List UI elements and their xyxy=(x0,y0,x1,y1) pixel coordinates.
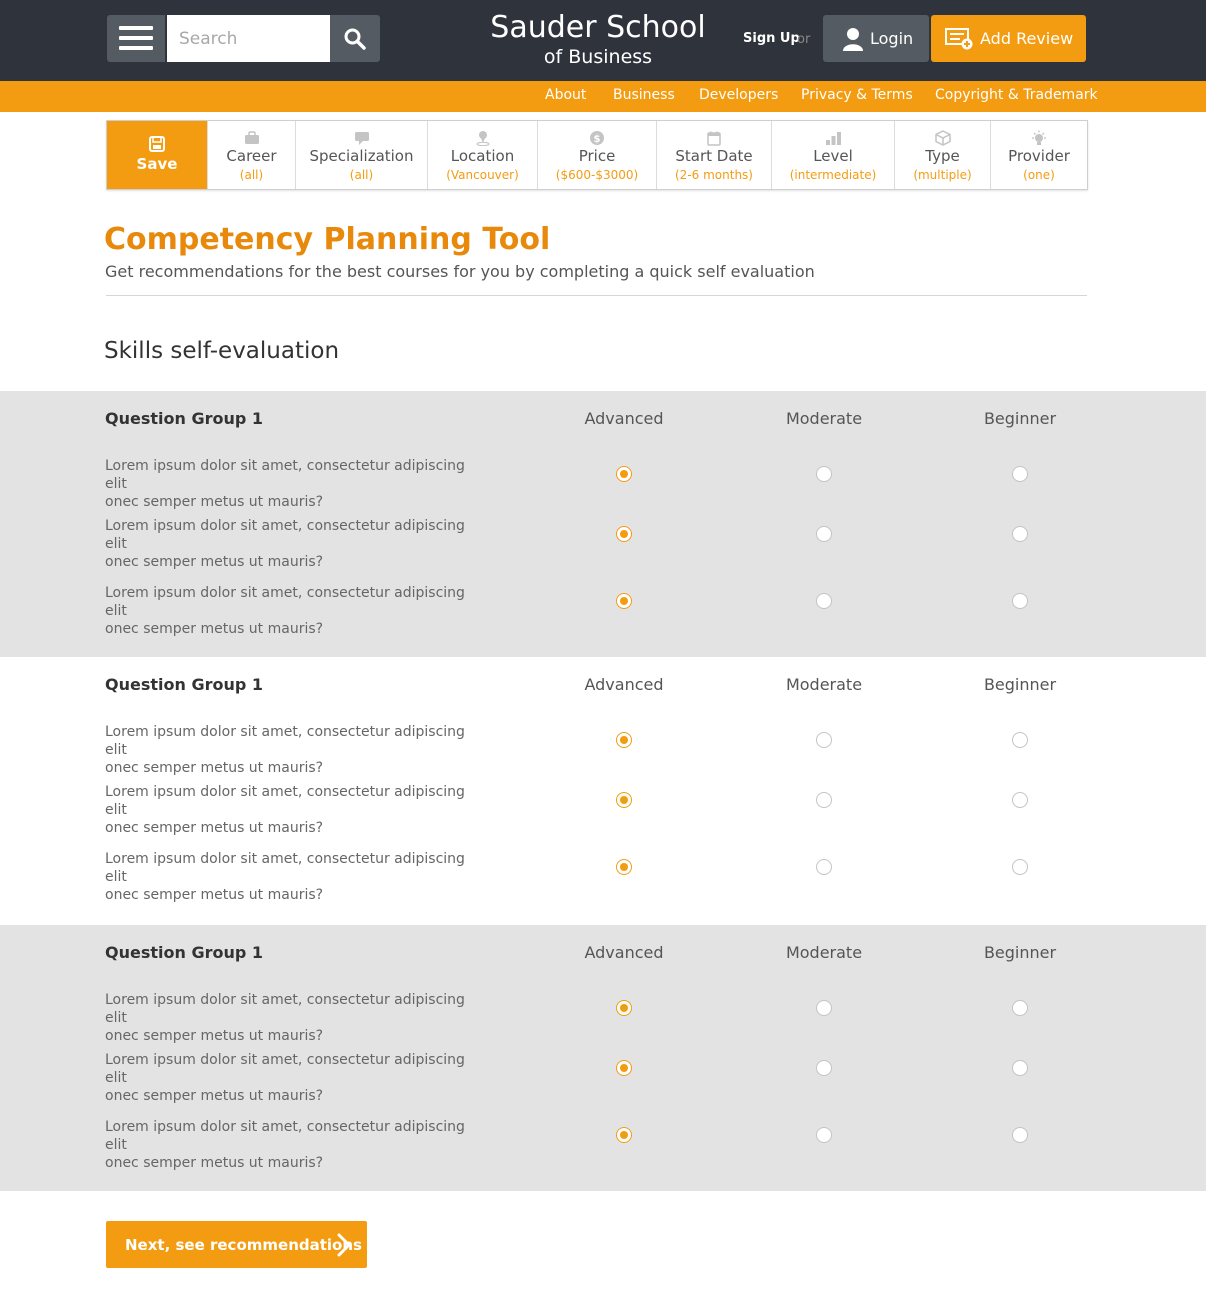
filter-start-date-value: (2-6 months) xyxy=(675,168,753,182)
dollar-icon xyxy=(589,130,605,146)
question-line-1: Lorem ipsum dolor sit amet, consectetur adipiscing elit xyxy=(105,1119,465,1153)
radio-beginner[interactable] xyxy=(1012,526,1028,542)
radio-moderate[interactable] xyxy=(816,1127,832,1143)
login-label: Login xyxy=(870,29,914,48)
level-header-advanced: Advanced xyxy=(584,675,664,694)
filter-career-value: (all) xyxy=(239,168,264,182)
radio-beginner[interactable] xyxy=(1012,859,1028,875)
radio-advanced[interactable] xyxy=(616,732,632,748)
filter-specialization[interactable] xyxy=(296,121,428,189)
hamburger-icon-line xyxy=(119,36,153,40)
next-recommendations-button[interactable] xyxy=(106,1221,367,1268)
radio-beginner[interactable] xyxy=(1012,593,1028,609)
radio-beginner[interactable] xyxy=(1012,792,1028,808)
level-header-moderate: Moderate xyxy=(785,409,863,428)
question-text xyxy=(105,517,485,571)
question-line-1: Lorem ipsum dolor sit amet, consectetur adipiscing elit xyxy=(105,458,465,492)
filter-specialization-value: (all) xyxy=(349,168,374,182)
lightbulb-icon xyxy=(1030,130,1048,146)
nav-business[interactable]: Business xyxy=(613,87,675,103)
question-line-2: onec semper metus ut mauris? xyxy=(105,1155,324,1171)
filter-price-label: Price xyxy=(578,147,616,165)
question-line-2: onec semper metus ut mauris? xyxy=(105,887,324,903)
radio-moderate[interactable] xyxy=(816,526,832,542)
radio-beginner[interactable] xyxy=(1012,1127,1028,1143)
filter-type-label: Type xyxy=(925,147,960,165)
map-pin-icon xyxy=(476,130,490,146)
filter-type-value: (multiple) xyxy=(913,168,972,182)
question-text xyxy=(105,1118,485,1172)
add-review-label: Add Review xyxy=(980,29,1074,48)
save-icon xyxy=(149,136,165,152)
radio-moderate[interactable] xyxy=(816,792,832,808)
top-header xyxy=(0,0,1206,81)
radio-moderate[interactable] xyxy=(816,732,832,748)
filter-start-date-label: Start Date xyxy=(675,147,753,165)
radio-advanced[interactable] xyxy=(616,466,632,482)
question-line-1: Lorem ipsum dolor sit amet, consectetur adipiscing elit xyxy=(105,992,465,1026)
filter-provider[interactable] xyxy=(991,121,1087,189)
question-group xyxy=(0,391,1206,657)
signup-link[interactable]: Sign Up xyxy=(743,31,800,46)
hamburger-icon xyxy=(119,26,153,30)
chevron-right-icon xyxy=(336,1233,352,1257)
question-text xyxy=(105,723,485,777)
question-group xyxy=(0,925,1206,1191)
radio-moderate[interactable] xyxy=(816,466,832,482)
level-header-beginner: Beginner xyxy=(983,409,1057,428)
question-line-1: Lorem ipsum dolor sit amet, consectetur adipiscing elit xyxy=(105,724,465,758)
question-text xyxy=(105,783,485,837)
question-line-2: onec semper metus ut mauris? xyxy=(105,760,324,776)
radio-beginner[interactable] xyxy=(1012,1060,1028,1076)
save-filter-button[interactable] xyxy=(107,121,208,189)
bar-chart-icon xyxy=(825,131,842,145)
brand-logo[interactable] xyxy=(470,10,726,68)
hamburger-icon-line xyxy=(119,46,153,50)
question-text xyxy=(105,1051,485,1105)
section-title: Skills self-evaluation xyxy=(104,338,340,364)
question-line-2: onec semper metus ut mauris? xyxy=(105,554,324,570)
secondary-nav xyxy=(0,81,1206,112)
filter-specialization-label: Specialization xyxy=(309,147,414,165)
calendar-icon xyxy=(707,131,721,146)
radio-moderate[interactable] xyxy=(816,1000,832,1016)
briefcase-icon xyxy=(244,131,260,145)
radio-advanced[interactable] xyxy=(616,1060,632,1076)
question-group-title: Question Group 1 xyxy=(105,675,264,694)
radio-advanced[interactable] xyxy=(616,593,632,609)
question-line-2: onec semper metus ut mauris? xyxy=(105,820,324,836)
divider xyxy=(106,295,1087,296)
level-header-moderate: Moderate xyxy=(785,675,863,694)
question-line-1: Lorem ipsum dolor sit amet, consectetur adipiscing elit xyxy=(105,585,465,619)
question-line-2: onec semper metus ut mauris? xyxy=(105,621,324,637)
filter-level-label: Level xyxy=(813,147,853,165)
nav-copyright-trademark[interactable]: Copyright & Trademark xyxy=(935,87,1098,103)
hamburger-menu-button[interactable] xyxy=(107,15,165,62)
login-button[interactable] xyxy=(823,15,929,62)
filter-bar xyxy=(106,120,1088,190)
question-text xyxy=(105,457,485,511)
radio-advanced[interactable] xyxy=(616,526,632,542)
radio-moderate[interactable] xyxy=(816,1060,832,1076)
radio-advanced[interactable] xyxy=(616,859,632,875)
brand-subtitle: of Business xyxy=(543,46,653,68)
brand-title: Sauder School xyxy=(490,10,706,45)
level-header-beginner: Beginner xyxy=(983,675,1057,694)
question-text xyxy=(105,850,485,904)
page-subtitle: Get recommendations for the best courses for you by completing a quick self evaluation xyxy=(105,262,815,281)
radio-moderate[interactable] xyxy=(816,859,832,875)
filter-career-label: Career xyxy=(226,147,277,165)
filter-location[interactable] xyxy=(428,121,538,189)
radio-advanced[interactable] xyxy=(616,792,632,808)
filter-location-label: Location xyxy=(450,147,515,165)
filter-career[interactable] xyxy=(208,121,296,189)
filter-level-value: (intermediate) xyxy=(789,168,877,182)
question-group-title: Question Group 1 xyxy=(105,943,264,962)
nav-privacy-terms[interactable]: Privacy & Terms xyxy=(801,87,913,103)
radio-beginner[interactable] xyxy=(1012,1000,1028,1016)
question-line-2: onec semper metus ut mauris? xyxy=(105,1028,324,1044)
filter-provider-label: Provider xyxy=(1008,147,1070,165)
save-label: Save xyxy=(136,155,178,173)
question-group-title: Question Group 1 xyxy=(105,409,264,428)
radio-moderate[interactable] xyxy=(816,593,832,609)
user-icon xyxy=(842,27,864,51)
question-text xyxy=(105,584,485,638)
level-header-beginner: Beginner xyxy=(983,943,1057,962)
radio-advanced[interactable] xyxy=(616,1000,632,1016)
radio-advanced[interactable] xyxy=(616,1127,632,1143)
question-line-1: Lorem ipsum dolor sit amet, consectetur adipiscing elit xyxy=(105,1052,465,1086)
question-line-1: Lorem ipsum dolor sit amet, consectetur adipiscing elit xyxy=(105,518,465,552)
nav-developers[interactable]: Developers xyxy=(699,87,779,103)
radio-beginner[interactable] xyxy=(1012,466,1028,482)
filter-type[interactable] xyxy=(895,121,991,189)
question-line-1: Lorem ipsum dolor sit amet, consectetur adipiscing elit xyxy=(105,851,465,885)
search-input[interactable] xyxy=(167,15,330,62)
question-line-1: Lorem ipsum dolor sit amet, consectetur adipiscing elit xyxy=(105,784,465,818)
question-text xyxy=(105,991,485,1045)
filter-location-value: (Vancouver) xyxy=(446,168,519,182)
speech-bubble-icon xyxy=(354,131,370,146)
level-header-moderate: Moderate xyxy=(785,943,863,962)
search-icon xyxy=(343,27,367,51)
question-group xyxy=(0,657,1206,923)
filter-price-value: ($600-$3000) xyxy=(555,168,639,182)
next-button-label: Next, see recommendations xyxy=(125,1236,362,1254)
filter-provider-value: (one) xyxy=(1023,168,1055,182)
or-text: or xyxy=(797,32,811,47)
cube-icon xyxy=(935,130,951,146)
nav-about[interactable]: About xyxy=(545,87,587,103)
filter-start-date[interactable] xyxy=(657,121,772,189)
question-line-2: onec semper metus ut mauris? xyxy=(105,1088,324,1104)
filter-level[interactable] xyxy=(772,121,895,189)
search-button[interactable] xyxy=(330,15,380,62)
radio-beginner[interactable] xyxy=(1012,732,1028,748)
filter-price[interactable] xyxy=(538,121,657,189)
svg-text:$: $ xyxy=(593,134,601,145)
level-header-advanced: Advanced xyxy=(584,943,664,962)
add-review-button[interactable] xyxy=(931,15,1086,62)
question-line-2: onec semper metus ut mauris? xyxy=(105,494,324,510)
level-header-advanced: Advanced xyxy=(584,409,664,428)
page-title: Competency Planning Tool xyxy=(104,222,551,257)
add-review-icon xyxy=(945,28,973,50)
